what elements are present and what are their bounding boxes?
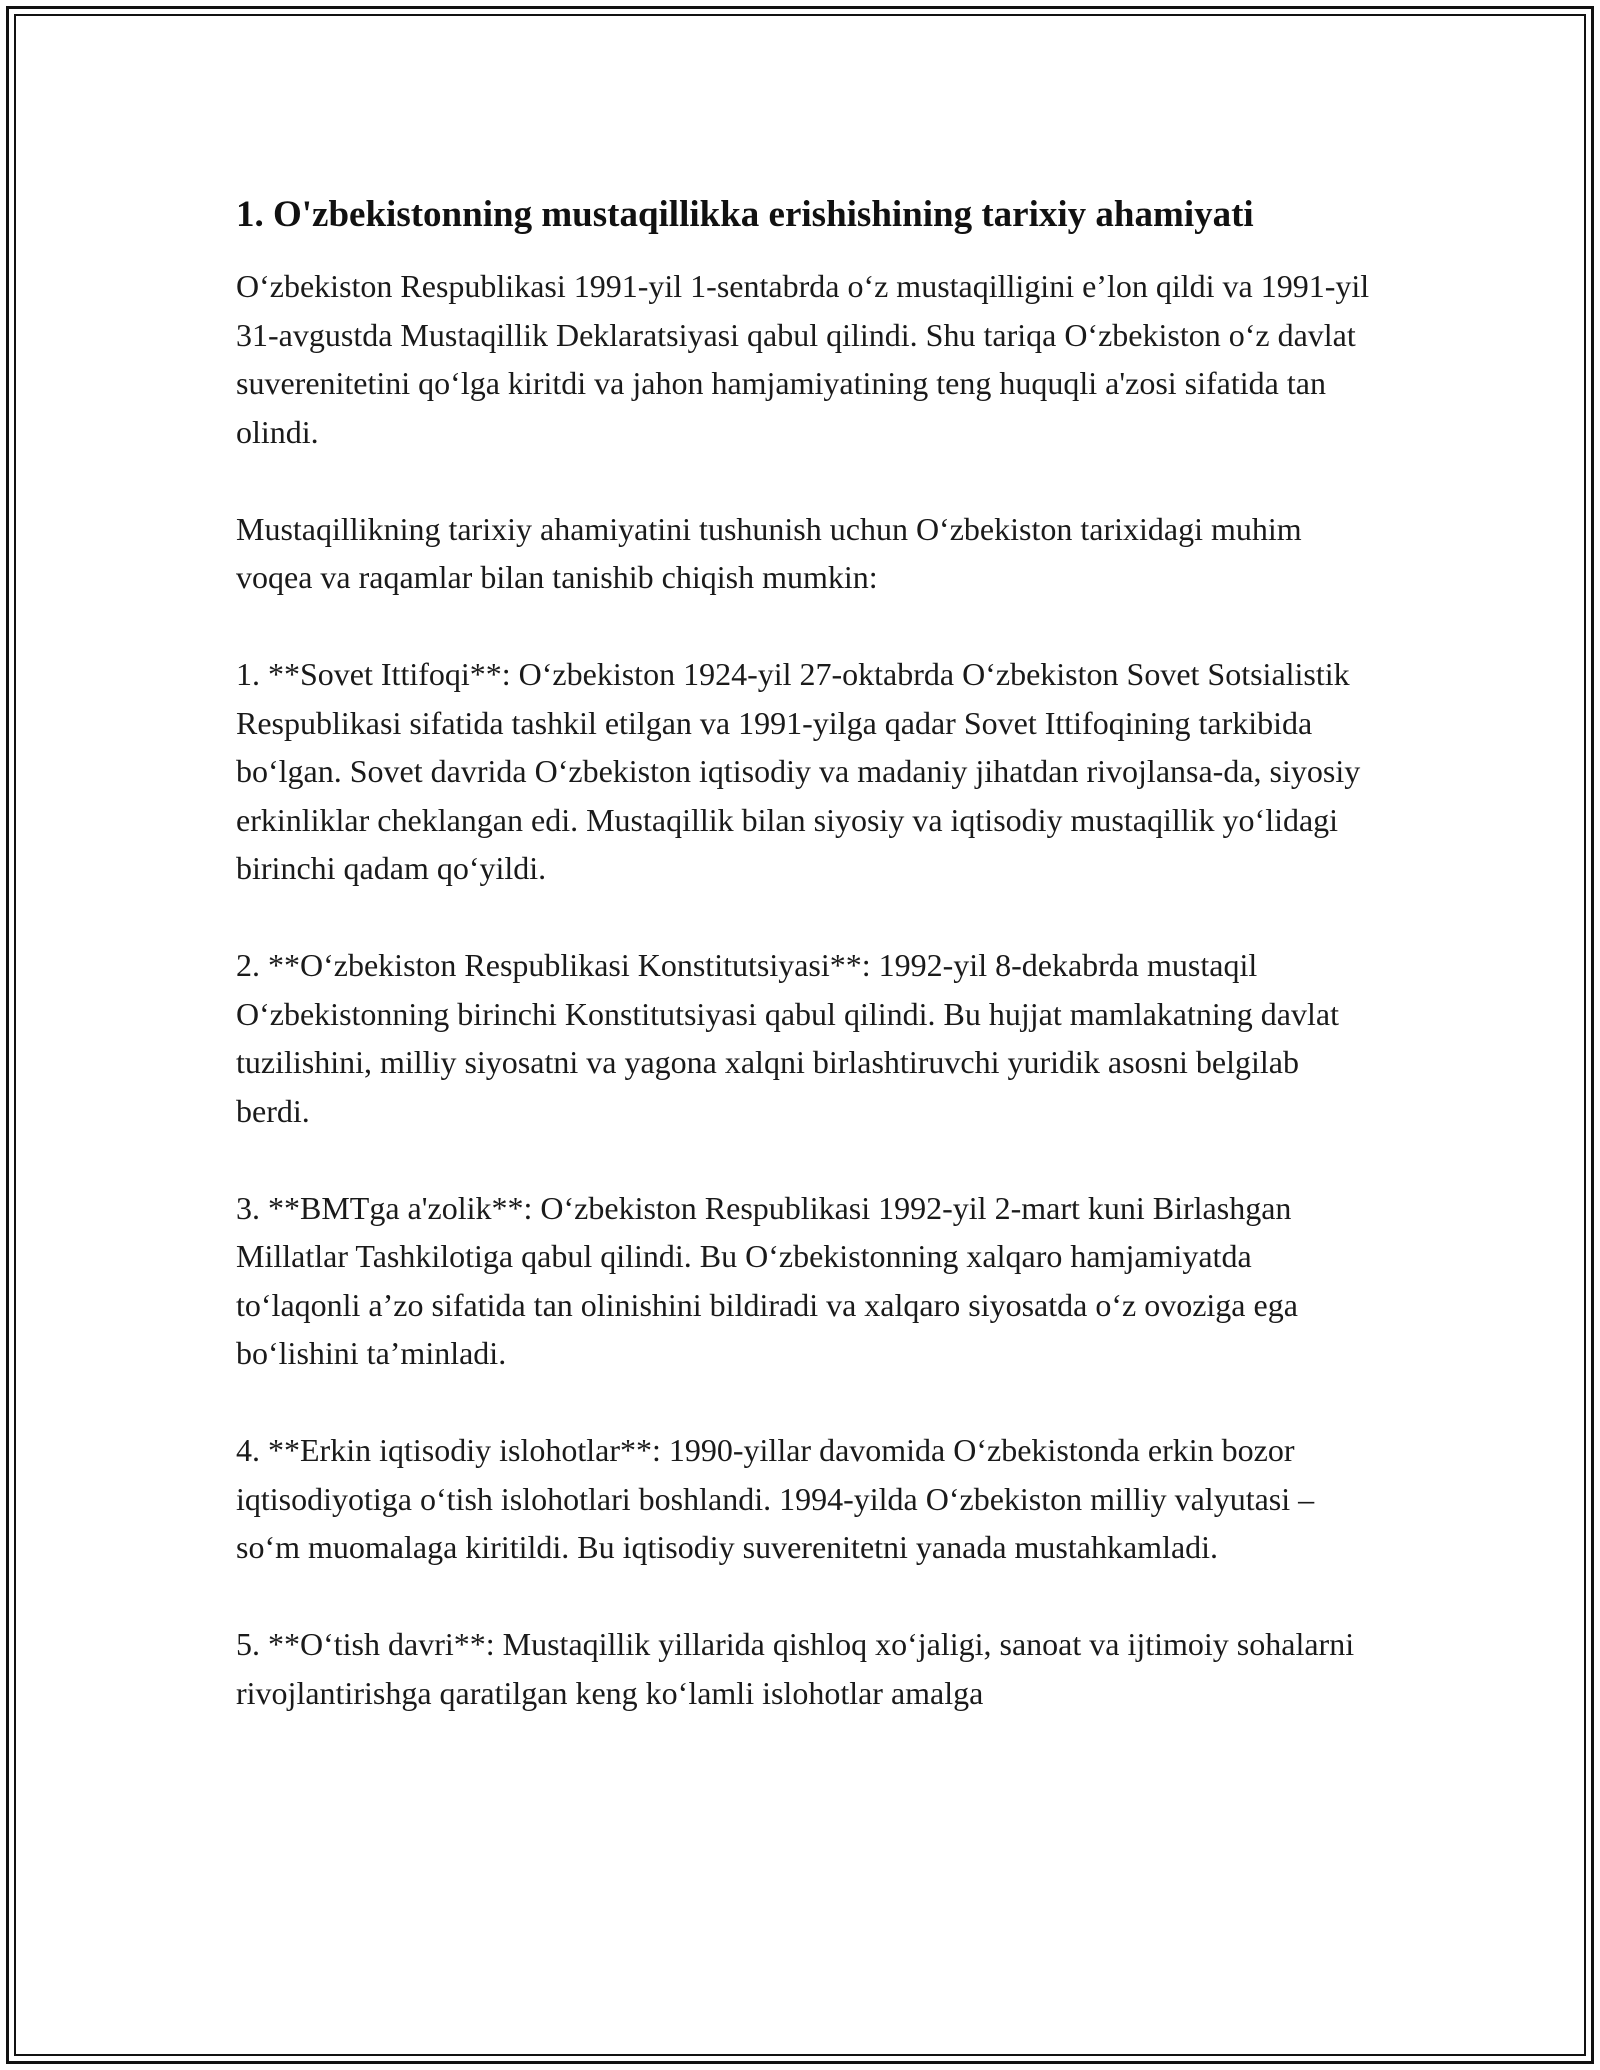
document-title: 1. O'zbekistonning mustaqillikka erishishining tarixiy ahamiyati xyxy=(236,194,1254,235)
list-item-soviet-union: 1. **Sovet Ittifoqi**: O‘zbekiston 1924-yil 27-oktabrda O‘zbekiston Sovet Sotsialistik Respublikasi sifatida tashkil etilgan va 1991-yilga qadar Sovet Ittifoqining tarkibida bo‘lgan. Sovet davrida O‘zbekiston iqtisodiy va madaniy jihatdan rivojlansa-da, siyosiy erkinliklar cheklangan edi. Mustaqillik bilan siyosiy va iqtisodiy mustaqillik yo‘lidagi birinchi qadam qo‘yildi. xyxy=(236,656,1361,886)
paragraph-context: Mustaqillikning tarixiy ahamiyatini tushunish uchun O‘zbekiston tarixidagi muhim voqea va raqamlar bilan tanishib chiqish mumkin: xyxy=(236,510,1302,595)
list-item-un-membership: 3. **BMTga a'zolik**: O‘zbekiston Respublikasi 1992-yil 2-mart kuni Birlashgan Millatlar Tashkilotiga qabul qilindi. Bu O‘zbekistonning xalqaro hamjamiyatda to‘laqonli a’zo sifatida tan olinishini bildiradi va xalqaro siyosatda o‘z ovoziga ega bo‘lishini ta’minladi. xyxy=(236,1189,1298,1371)
document-body xyxy=(236,188,1376,1717)
list-item-economic-reforms: 4. **Erkin iqtisodiy islohotlar**: 1990-yillar davomida O‘zbekistonda erkin bozor iqtisodiyotiga o‘tish islohotlari boshlandi. 1994-yilda O‘zbekiston milliy valyutasi – so‘m muomalaga kiritildi. Bu iqtisodiy suverenitetni yanada mustahkamladi. xyxy=(236,1432,1315,1565)
list-item-constitution: 2. **O‘zbekiston Respublikasi Konstitutsiyasi**: 1992-yil 8-dekabrda mustaqil O‘zbekistonning birinchi Konstitutsiyasi qabul qilindi. Bu hujjat mamlakatning davlat tuzilishini, milliy siyosatni va yagona xalqni birlashtiruvchi yuridik asosni belgilab berdi. xyxy=(236,947,1339,1129)
list-item-transition-period: 5. **O‘tish davri**: Mustaqillik yillarida qishloq xo‘jaligi, sanoat va ijtimoiy sohalarni rivojlantirishga qaratilgan keng ko‘lamli islohotlar amalga xyxy=(236,1626,1355,1711)
paragraph-intro: O‘zbekiston Respublikasi 1991-yil 1-sentabrda o‘z mustaqilligini e’lon qildi va 1991-yil 31-avgustda Mustaqillik Deklaratsiyasi qabul qilindi. Shu tariqa O‘zbekiston o‘z davlat suverenitetini qo‘lga kiritdi va jahon hamjamiyatining teng huquqli a'zosi sifatida tan olindi. xyxy=(236,268,1370,450)
